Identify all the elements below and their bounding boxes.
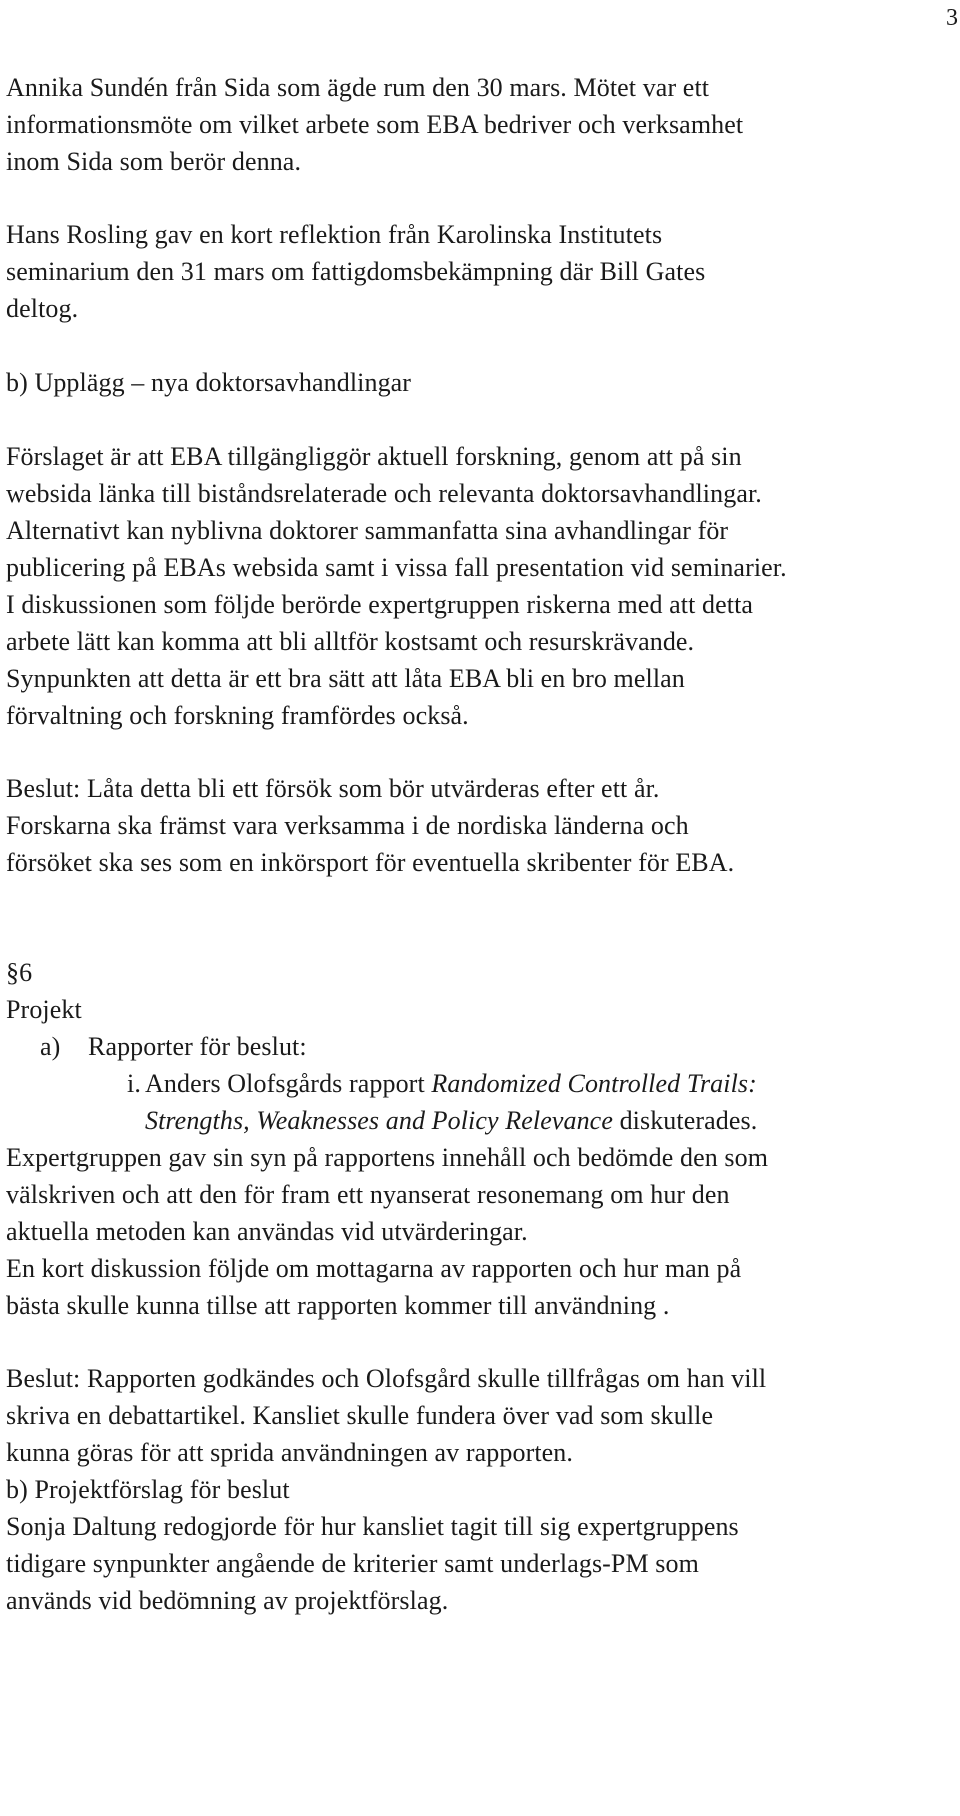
text-line: websida länka till biståndsrelaterade och relevanta doktorsavhandlingar. (6, 479, 762, 508)
text-line: bästa skulle kunna tillse att rapporten kommer till användning . (6, 1291, 670, 1320)
list-item-i-line-2 (145, 1108, 757, 1134)
text-line: Synpunkten att detta är ett bra sätt att låta EBA bli en bro mellan (6, 664, 685, 693)
text-line: Hans Rosling gav en kort reflektion från Karolinska Institutets (6, 220, 663, 249)
text-line: Beslut: Låta detta bli ett försök som bör utvärderas efter ett år. (6, 774, 660, 803)
text-line: Forskarna ska främst vara verksamma i de nordiska länderna och (6, 811, 689, 840)
text-line: arbete lätt kan komma att bli alltför kostsamt och resurskrävande. (6, 627, 695, 656)
text-line: Expertgruppen gav sin syn på rapportens innehåll och bedömde den som (6, 1143, 769, 1172)
text-line: Förslaget är att EBA tillgängliggör aktuell forskning, genom att på sin (6, 442, 742, 471)
text-line: seminarium den 31 mars om fattigdomsbekämpning där Bill Gates (6, 257, 706, 286)
text-line: Sonja Daltung redogjorde för hur kansliet tagit till sig expertgruppens (6, 1512, 739, 1541)
text-line: används vid bedömning av projektförslag. (6, 1586, 449, 1615)
text-line: välskriven och att den för fram ett nyanserat resonemang om hur den (6, 1180, 730, 1209)
report-title-part-2: Strengths, Weaknesses and Policy Relevance (145, 1106, 613, 1135)
list-item-i-prefix: Anders Olofsgårds rapport (145, 1069, 432, 1098)
text-line: Beslut: Rapporten godkändes och Olofsgård skulle tillfrågas om han vill (6, 1364, 767, 1393)
text-line: aktuella metoden kan användas vid utvärderingar. (6, 1217, 528, 1246)
subsection-heading: b) Projektförslag för beslut (6, 1475, 290, 1504)
text-line: tidigare synpunkter angående de kriterier samt underlags-PM som (6, 1549, 699, 1578)
section-title: Projekt (6, 995, 82, 1024)
list-marker-i: i. (127, 1069, 141, 1098)
text-line: försöket ska ses som en inkörsport för eventuella skribenter för EBA. (6, 848, 735, 877)
report-title-part-1: Randomized Controlled Trails: (431, 1069, 757, 1098)
text-line: Annika Sundén från Sida som ägde rum den 30 mars. Mötet var ett (6, 73, 710, 102)
section-heading: b) Upplägg – nya doktorsavhandlingar (6, 368, 412, 397)
text-line: inom Sida som berör denna. (6, 147, 302, 176)
list-item-i-line-1 (145, 1071, 757, 1097)
text-line: informationsmöte om vilket arbete som EBA bedriver och verksamhet (6, 110, 744, 139)
text-line: skriva en debattartikel. Kansliet skulle fundera över vad som skulle (6, 1401, 714, 1430)
list-item-a: Rapporter för beslut: (88, 1032, 307, 1061)
section-number: §6 (6, 958, 33, 987)
text-line: En kort diskussion följde om mottagarna av rapporten och hur man på (6, 1254, 742, 1283)
text-line: I diskussionen som följde berörde expertgruppen riskerna med att detta (6, 590, 754, 619)
list-item-i-suffix: diskuterades. (612, 1106, 758, 1135)
text-line: deltog. (6, 294, 79, 323)
text-line: publicering på EBAs websida samt i vissa fall presentation vid seminarier. (6, 553, 787, 582)
text-line: förvaltning och forskning framfördes också. (6, 701, 469, 730)
text-line: kunna göras för att sprida användningen av rapporten. (6, 1438, 574, 1467)
list-marker-a: a) (40, 1032, 61, 1061)
text-line: Alternativt kan nyblivna doktorer sammanfatta sina avhandlingar för (6, 516, 729, 545)
page-number: 3 (946, 5, 958, 31)
